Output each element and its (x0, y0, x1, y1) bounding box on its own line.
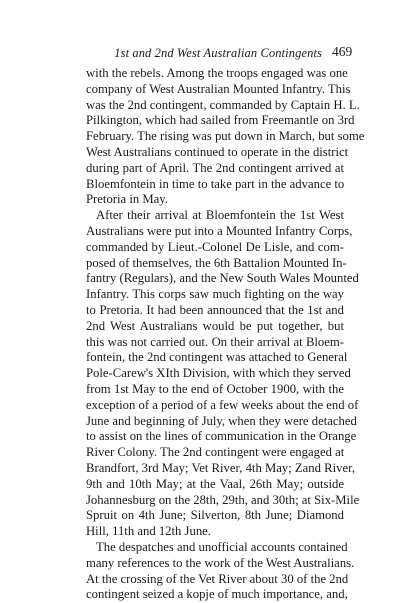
text-line: 9th and 10th May; at the Vaal, 26th May; outside (86, 476, 344, 491)
text-line: was the 2nd contingent, commanded by Captain H. L. (86, 97, 360, 112)
text-line: The despatches and unofficial accounts contained (96, 539, 348, 554)
body-text (86, 66, 365, 603)
text-line: this was not carried out. On their arrival at Bloem- (86, 334, 344, 349)
text-line: from 1st May to the end of October 1900, with the (86, 381, 344, 396)
text-line: company of West Australian Mounted Infantry. This (86, 81, 351, 96)
running-title: 1st and 2nd West Australian Contingents (114, 46, 322, 60)
text-line: with the rebels. Among the troops engaged was one (86, 66, 348, 80)
text-line: during part of April. The 2nd contingent arrived at (86, 160, 344, 175)
text-line: At the crossing of the Vet River about 30 of the 2nd (86, 571, 349, 586)
text-line: many references to the work of the West Australians. (86, 555, 355, 570)
text-line: February. The rising was put down in March, but some (86, 129, 365, 144)
text-line: posed of themselves, the 6th Battalion Mounted In- (86, 255, 347, 270)
text-line: Brandfort, 3rd May; Vet River, 4th May; Zand River, (86, 460, 356, 475)
text-line: Australians were put into a Mounted Infantry Corps, (86, 223, 353, 238)
text-line: River Colony. The 2nd contingent were engaged at (86, 445, 345, 460)
text-line: fantry (Regulars), and the New South Wales Mounted (86, 271, 359, 286)
text-line: contingent seized a kopje of much importance, and, (86, 587, 348, 602)
text-line: exception of a period of a few weeks about the end of (86, 397, 359, 412)
text-line: Spruit on 4th June; Silverton, 8th June; Diamond (86, 508, 344, 523)
text-line: Pretoria in May. (86, 192, 168, 207)
text-line: to Pretoria. It had been announced that the 1st and (86, 302, 344, 317)
text-line: Hill, 11th and 12th June. (86, 524, 211, 539)
text-line: to assist on the lines of communication in the Orange (86, 429, 357, 444)
text-line: 2nd West Australians would be put together, but (86, 318, 344, 333)
text-line: commanded by Lieut.-Colonel De Lisle, and com- (86, 239, 344, 254)
text-line: Johannesburg on the 28th, 29th, and 30th; at Six-Mile (86, 492, 360, 507)
text-line: Bloemfontein in time to take part in the advance to (86, 176, 345, 191)
text-line: Pole-Carew's XIth Division, with which they served (86, 366, 351, 381)
text-line: After their arrival at Bloemfontein the 1st West (96, 208, 344, 223)
text-line: Pilkington, which had sailed from Freemantle on 3rd (86, 113, 355, 128)
text-line: West Australians continued to operate in the district (86, 144, 349, 159)
text-line: fontein, the 2nd contingent was attached to General (86, 350, 348, 365)
text-line: June and beginning of July, when they were detached (86, 413, 357, 428)
text-line: Infantry. This corps saw much fighting on the way (86, 287, 344, 302)
page-number: 469 (332, 44, 353, 59)
